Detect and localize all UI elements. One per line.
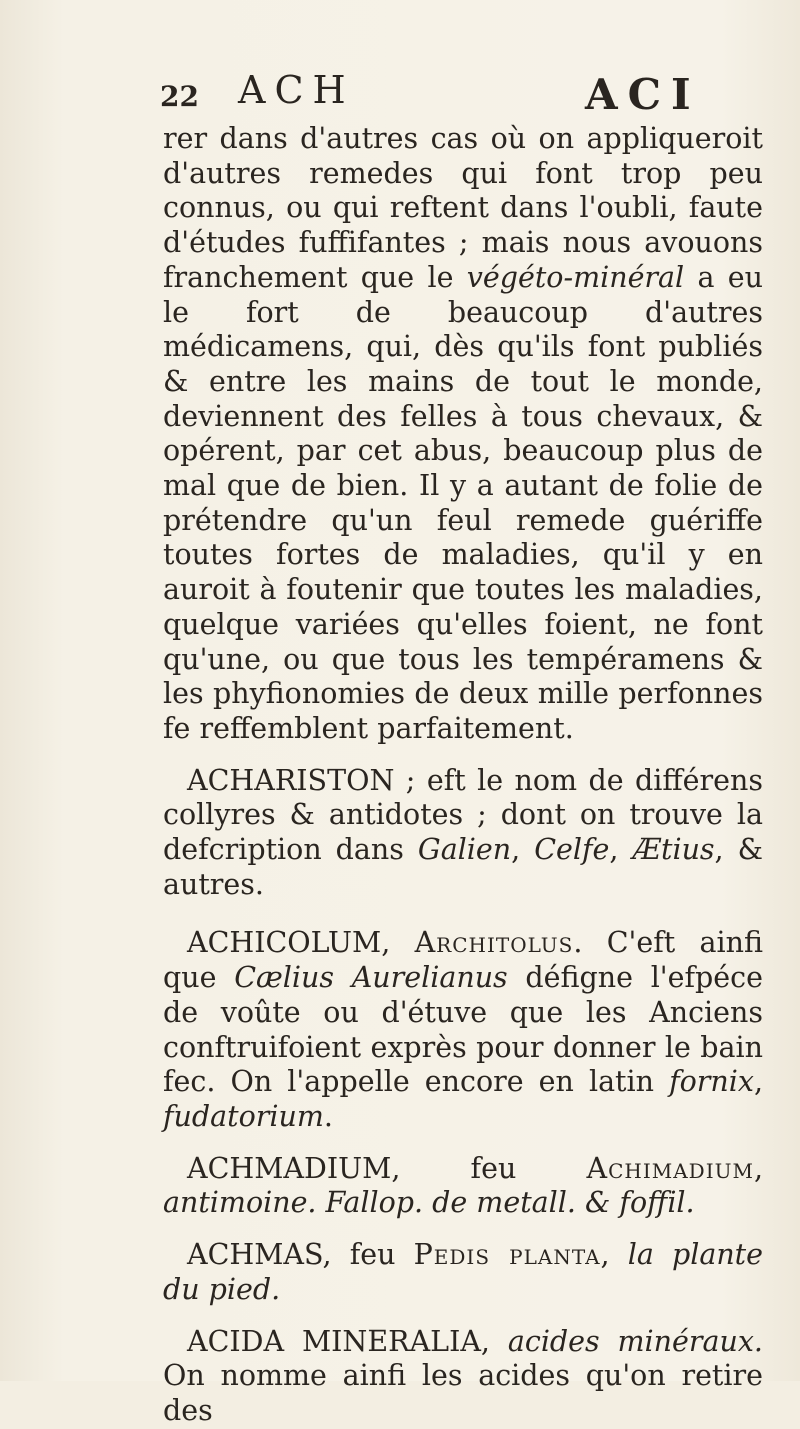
running-header (160, 68, 740, 118)
headword-left: ACH (238, 68, 355, 112)
headword-right: ACI (585, 70, 701, 119)
entry-achmadium: ACHMADIUM, feu Achimadium, antimoine. Fallop. de metall. & foffil. (163, 1151, 763, 1220)
page-body (163, 122, 763, 1429)
page-number: 22 (160, 80, 199, 113)
entry-acida-mineralia: ACIDA MINERALIA, acides minéraux. On nomme ainfi les acides qu'on retire des (163, 1324, 763, 1427)
entry-achmas: ACHMAS, feu Pedis planta, la plante du pied. (163, 1238, 763, 1306)
paragraph-continuation: rer dans d'autres cas où on appliqueroit d'autres remedes qui font trop peu connus, ou qui reftent dans l'oubli, faute d'études fuffifantes ; mais nous avouons franchement que le végéto-minéral a eu le fort de beaucoup d'autres médicamens, qui, dès qu'ils font publiés & entre les mains de tout le monde, deviennent des felles à tous chevaux, & opérent, par cet abus, beaucoup plus de mal que de bien. Il y a autant de folie de prétendre qu'un feul remede guériffe toutes fortes de maladies, qu'il y en auroit à foutenir que toutes les maladies, quelque variées qu'elles foient, ne font qu'une, ou que tous les tempéramens & les phyfionomies de deux mille perfonnes fe reffemblent parfaitement. (163, 122, 763, 745)
entry-achicolum: ACHICOLUM, Architolus. C'eft ainfi que Cælius Aurelianus défigne l'efpéce de voûte ou d'étuve que les Anciens conftruifoient exprès pour donner le bain fec. On l'appelle encore en latin fornix, fudatorium. (163, 926, 763, 1133)
entry-achariston: ACHARISTON ; eft le nom de différens collyres & antidotes ; dont on trouve la defcription dans Galien, Celfe, Ætius, & autres. (163, 763, 763, 901)
